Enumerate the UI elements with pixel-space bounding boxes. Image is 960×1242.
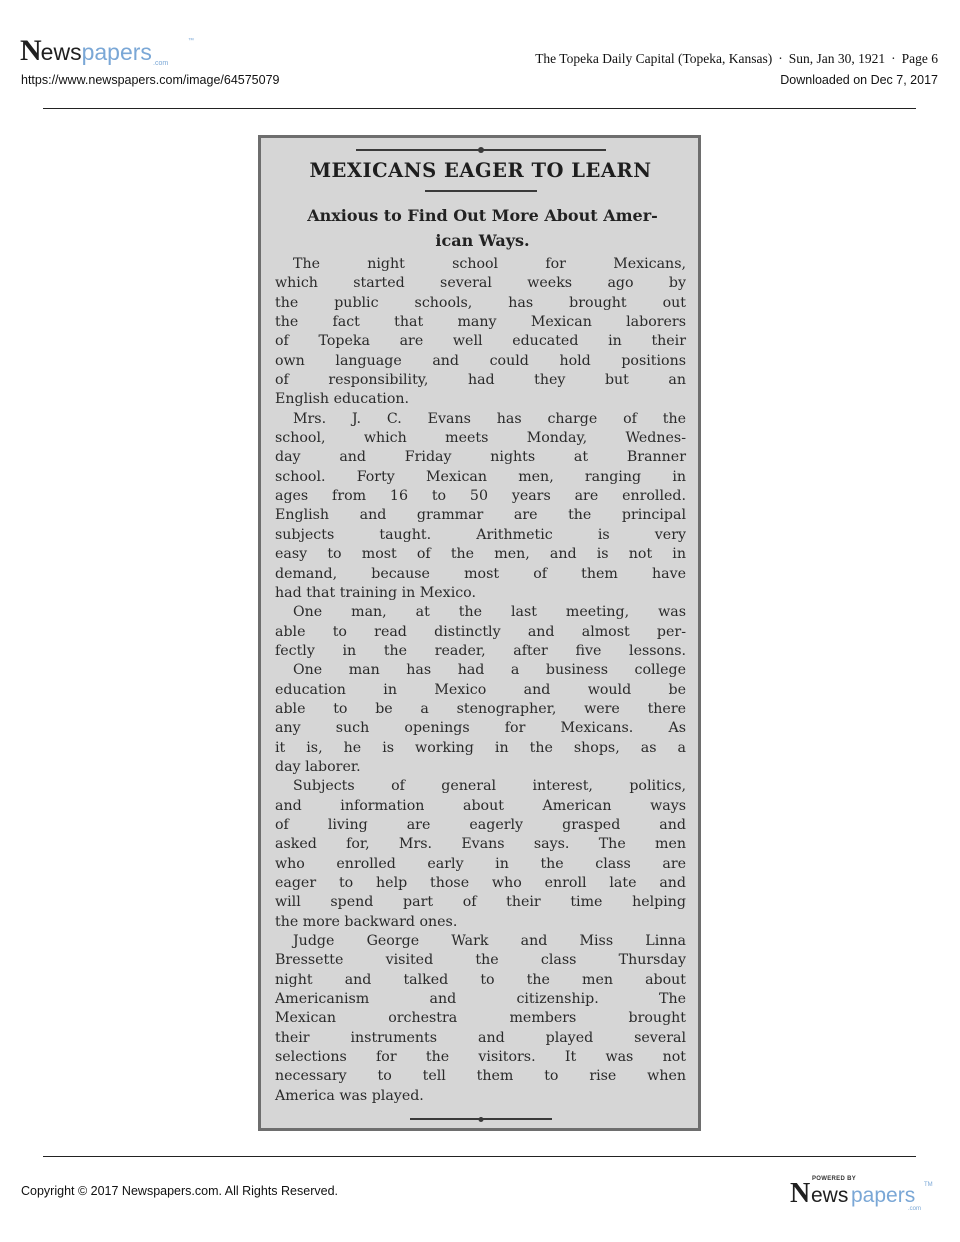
copyright-notice: Copyright © 2017 Newspapers.com. All Rights Reserved.	[21, 1184, 338, 1198]
article-line: of responsibility, had they but an	[275, 372, 686, 389]
top-ornament-dot	[478, 147, 484, 153]
clipping-content	[275, 138, 686, 1128]
subhead-line: Anxious to Find Out More About Amer-	[307, 206, 658, 225]
article-line: school. Forty Mexican men, ranging in	[275, 468, 686, 485]
logo-letter-n: N	[790, 1178, 811, 1209]
article-line: asked for, Mrs. Evans says. The men	[275, 836, 686, 853]
publication-info	[535, 51, 938, 67]
article-line: and information about American ways	[275, 797, 686, 814]
article-line: Judge George Wark and Miss Linna	[293, 933, 686, 950]
article-line: One man has had a business college	[293, 662, 686, 679]
article-line: education in Mexico and would be	[275, 681, 686, 698]
article-line: easy to most of the men, and is not in	[275, 546, 686, 563]
article-line: who enrolled early in the class are	[275, 855, 686, 872]
article-line: ages from 16 to 50 years are enrolled.	[275, 488, 686, 505]
powered-by-logo[interactable]	[790, 1176, 938, 1212]
article-line: necessary to tell them to rise when	[275, 1068, 686, 1085]
article-line: the fact that many Mexican laborers	[275, 314, 686, 331]
article-line: day and Friday nights at Branner	[275, 449, 686, 466]
article-line: Mexican orchestra members brought	[275, 1010, 686, 1027]
logo-trademark: ™	[188, 38, 194, 44]
article-line: of Topeka are well educated in their	[275, 333, 686, 350]
logo-papers: papers	[851, 1184, 916, 1207]
article-line: which started several weeks ago by	[275, 275, 686, 292]
article-line: their instruments and played several	[275, 1029, 686, 1046]
article-line: of living are eagerly grasped and	[275, 816, 686, 833]
footer-divider	[43, 1156, 916, 1157]
article-line: the more backward ones.	[275, 913, 458, 930]
image-url[interactable]: https://www.newspapers.com/image/64575079	[21, 73, 280, 87]
article-line: able to be a stenographer, were there	[275, 700, 686, 717]
article-line: English education.	[275, 391, 410, 408]
article-line: eager to help those who enroll late and	[275, 875, 686, 891]
article-headline: MEXICANS EAGER TO LEARN	[309, 159, 652, 182]
article-line: demand, because most of them have	[275, 565, 686, 582]
article-line: day laborer.	[275, 758, 361, 775]
headline-rule	[425, 190, 537, 192]
article-line: will spend part of their time helping	[275, 894, 686, 911]
article-line: subjects taught. Arithmetic is very	[275, 526, 686, 543]
publication-date: Sun, Jan 30, 1921	[788, 51, 886, 66]
article-line: America was played.	[275, 1087, 424, 1104]
separator: ·	[778, 51, 783, 66]
logo-letter-n: N	[20, 34, 41, 67]
subhead-line: ican Ways.	[435, 231, 530, 250]
article-line: able to read distinctly and almost per-	[275, 623, 686, 640]
powered-by-label: POWERED BY	[812, 1176, 857, 1182]
article-line: English and grammar are the principal	[275, 507, 686, 524]
header-divider	[43, 108, 916, 109]
article-line: night and talked to the men about	[275, 971, 686, 988]
article-line: selections for the visitors. It was not	[275, 1049, 686, 1066]
bottom-ornament-dot	[478, 1117, 483, 1122]
page-number: Page 6	[901, 51, 938, 66]
download-date: Downloaded on Dec 7, 2017	[780, 73, 938, 87]
article-line: Mrs. J. C. Evans has charge of the	[293, 410, 686, 427]
article-line: own language and could hold positions	[275, 352, 686, 369]
newspaper-clipping	[258, 135, 701, 1131]
logo-papers: papers	[81, 39, 152, 65]
article-body	[275, 255, 686, 1106]
logo-dotcom: .com	[908, 1206, 922, 1212]
article-subhead	[279, 203, 686, 253]
separator: ·	[891, 51, 896, 66]
article-line: any such openings for Mexicans. As	[275, 720, 686, 737]
article-line: Bressette visited the class Thursday	[275, 952, 686, 969]
article-line: it is, he is working in the shops, as a	[275, 739, 686, 756]
article-line: school, which meets Monday, Wednes-	[275, 430, 686, 447]
publication-name: The Topeka Daily Capital (Topeka, Kansas)	[535, 51, 773, 66]
article-line: fectly in the reader, after five lessons.	[275, 642, 686, 659]
article-line: One man, at the last meeting, was	[293, 604, 686, 621]
article-line: had that training in Mexico.	[275, 584, 476, 601]
logo-dotcom: .com	[153, 60, 169, 67]
logo-trademark: TM	[924, 1182, 933, 1188]
logo-ews: ews	[40, 39, 82, 65]
article-line: Americanism and citizenship. The	[275, 991, 686, 1008]
newspapers-logo[interactable]	[20, 34, 194, 67]
article-line: Subjects of general interest, politics,	[293, 778, 686, 795]
logo-ews: ews	[811, 1184, 849, 1207]
article-line: The night school for Mexicans,	[293, 256, 686, 272]
article-line: the public schools, has brought out	[275, 294, 686, 311]
